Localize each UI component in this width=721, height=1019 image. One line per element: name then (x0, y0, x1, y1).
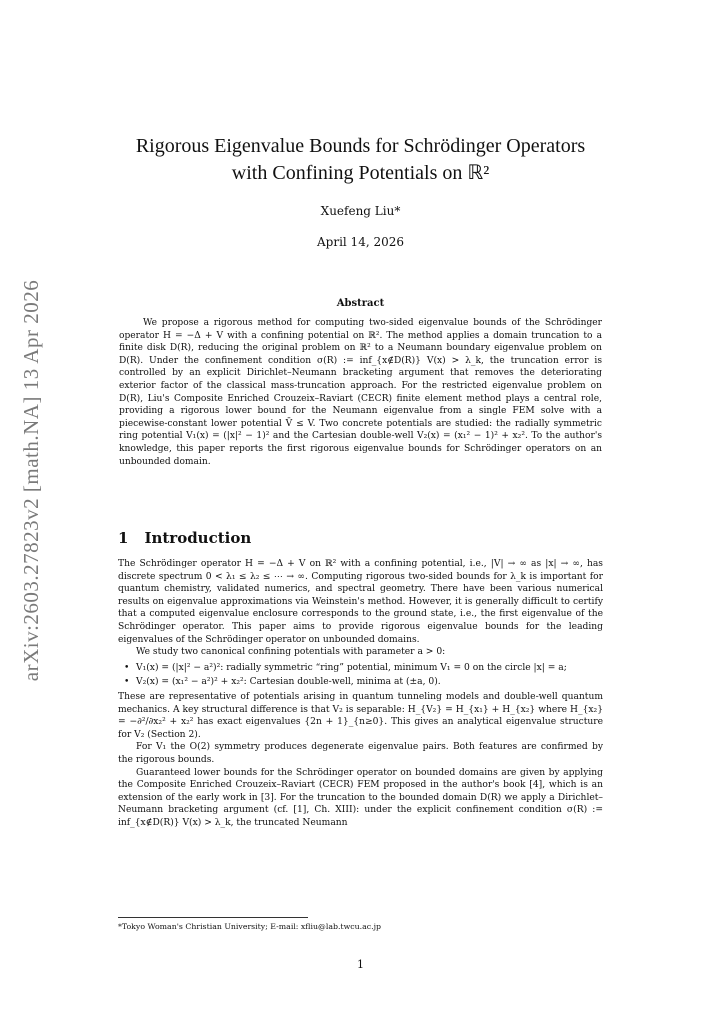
section-number: 1 (118, 529, 129, 547)
page-number: 1 (357, 958, 364, 971)
paragraph: The Schrödinger operator H = −Δ + V on ℝ² with a confining potential, i.e., |V| → ∞ as |x| → ∞, has discrete spectrum 0 < λ₁ ≤ λ₂ ≤ ⋯ → ∞. Computing rigorous two-sided bounds for λ_k is important for quantum chemistry, validated numerics, and spectral geometry. There have been various numerical results on eigenvalue approximations via Weinstein's method. However, it is generally difficult to certify that a computed eigenvalue enclosure corresponds to the ground state, i.e., the first eigenvalue of the Schrödinger operator. This paper aims to provide rigorous eigenvalue bounds for the leading eigenvalues of the Schrödinger operator on unbounded domains. (118, 559, 603, 645)
paper-title: Rigorous Eigenvalue Bounds for Schrödinger Operators with Confining Potentials on ℝ² (135, 135, 586, 184)
paper-date: April 14, 2026 (316, 235, 404, 249)
arxiv-identifier (12, 280, 52, 680)
potential-list (118, 662, 603, 689)
paragraph: We study two canonical confining potentials with parameter a > 0: (136, 647, 446, 658)
section-title: Introduction (144, 529, 252, 547)
list-item: • V₂(x) = (x₁² − a²)² + x₂²: Cartesian double-well, minima at (±a, 0). (130, 676, 603, 689)
abstract-heading: Abstract (336, 298, 385, 309)
author-name: Xuefeng Liu* (320, 204, 401, 218)
paragraph: Guaranteed lower bounds for the Schrödinger operator on bounded domains are given by applying the Composite Enriched Crouzeix–Raviart (CECR) FEM proposed in the author's book [4], which is an extension of the early work in [3]. For the truncation to the bounded domain D(R) we apply a Dirichlet–Neumann bracketing argument (cf. [1], Ch. XIII): under the explicit confinement condition σ(R) := inf_{x∉D(R)} V(x) > λ_k, the truncated Neumann (118, 767, 603, 828)
section-heading (118, 529, 251, 547)
introduction-body (118, 558, 603, 829)
paragraph: For V₁ the O(2) symmetry produces degenerate eigenvalue pairs. Both features are confirmed by the rigorous bounds. (118, 742, 603, 765)
footnote-rule (118, 917, 308, 918)
arxiv-identifier-text: arXiv:2603.27823v2 [math.NA] 13 Apr 2026 (19, 279, 44, 681)
list-item: • V₁(x) = (|x|² − a²)²: radially symmetric “ring” potential, minimum V₁ = 0 on the circle |x| = a; (130, 662, 603, 675)
footnote: *Tokyo Woman's Christian University; E-mail: xfliu@lab.twcu.ac.jp (118, 922, 382, 931)
abstract-text: We propose a rigorous method for computing two-sided eigenvalue bounds of the Schrödinger operator H = −Δ + V with a confining potential on ℝ². The method applies a domain truncation to a finite disk D(R), reducing the original problem on ℝ² to a Neumann boundary eigenvalue problem on D(R). Under the confinement condition σ(R) := inf_{x∉D(R)} V(x) > λ_k, the truncation error is controlled by an explicit Dirichlet–Neumann bracketing argument that removes the deteriorating exterior factor of the classical mass-truncation approach. For the restricted eigenvalue problem on D(R), Liu's Composite Enriched Crouzeix–Raviart (CECR) finite element method plays a central role, providing a rigorous lower bound for the Neumann eigenvalue from a single FEM solve with a piecewise-constant lower potential V̄ ≤ V. Two concrete potentials are studied: the radially symmetric ring potential V₁(x) = (|x|² − 1)² and the Cartesian double-well V₂(x) = (x₁² − 1)² + x₂². To the author's knowledge, this paper reports the first rigorous eigenvalue bounds for Schrödinger operators on an unbounded domain. (119, 318, 602, 467)
paragraph: These are representative of potentials arising in quantum tunneling models and double-well quantum mechanics. A key structural difference is that V₂ is separable: H_{V₂} = H_{x₁} + H_{x₂} where H_{x₂} = −∂²/∂x₂² + x₂² has exact eigenvalues {2n + 1}_{n≥0}. This gives an analytical eigenvalue structure for V₂ (Section 2). (118, 691, 603, 740)
